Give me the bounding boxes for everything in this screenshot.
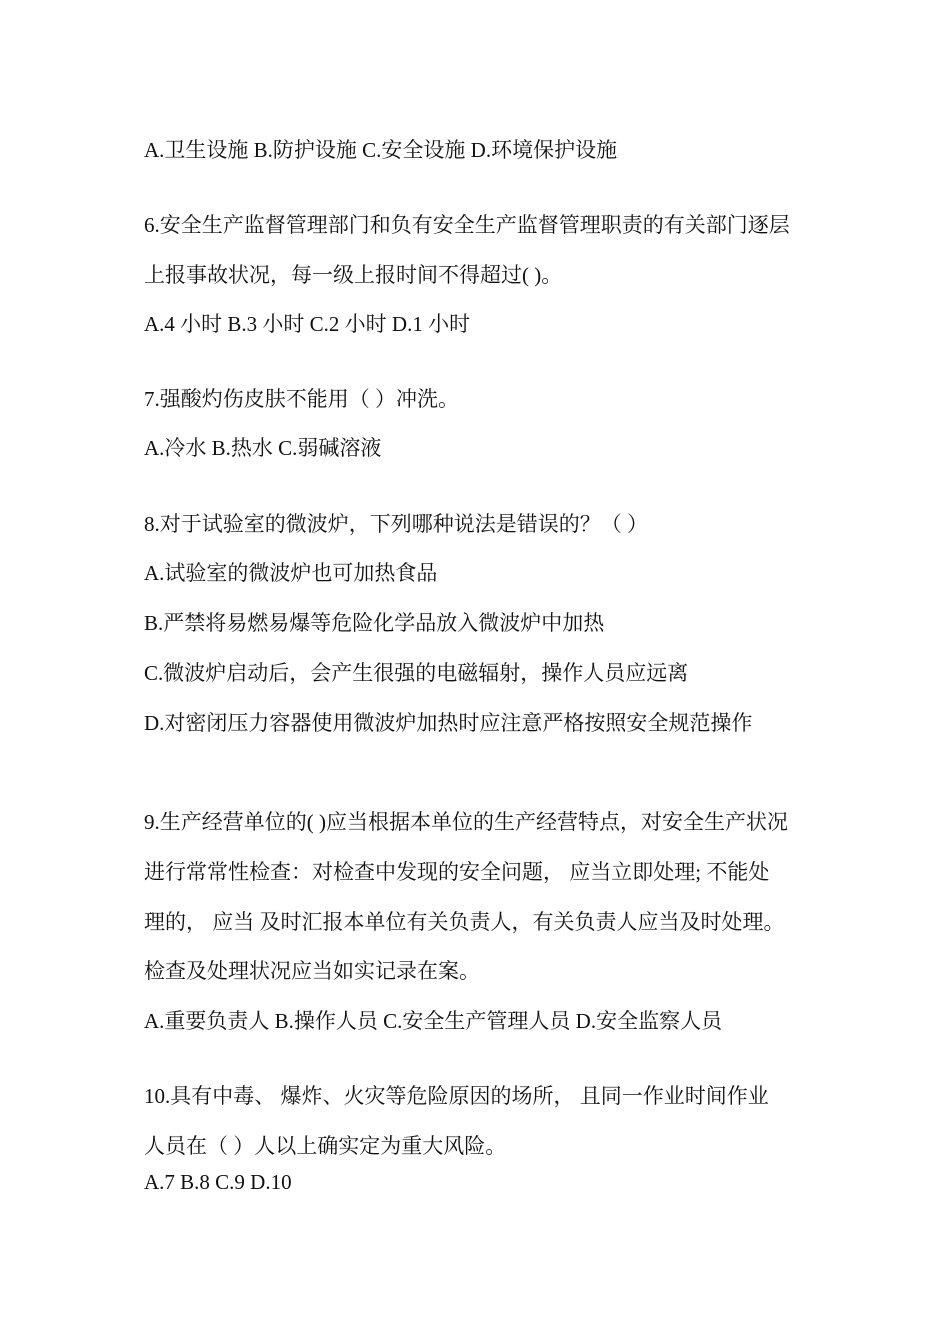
q10-stem-line-1: 10.具有中毒、 爆炸、火灾等危险原因的场所， 且同一作业时间作业 [144,1084,769,1108]
q9-stem-line-1: 9.生产经营单位的( )应当根据本单位的生产经营特点，对安全生产状况 [144,810,788,834]
q9-stem-line-3: 理的， 应当 及时汇报本单位有关负责人，有关负责人应当及时处理。 [144,910,785,934]
q8-option-a: A.试验室的微波炉也可加热食品 [144,561,438,585]
q8-option-d: D.对密闭压力容器使用微波炉加热时应注意严格按照安全规范操作 [144,711,753,735]
q9-stem-line-4: 检查及处理状况应当如实记录在案。 [144,959,480,983]
q7-stem: 7.强酸灼伤皮肤不能用（ ）冲洗。 [144,387,459,411]
q6-options: A.4 小时 B.3 小时 C.2 小时 D.1 小时 [144,312,471,336]
q6-stem-line-2: 上报事故状况，每一级上报时间不得超过( )。 [144,263,563,287]
q8-stem: 8.对于试验室的微波炉，下列哪种说法是错误的？（ ） [144,512,648,536]
q9-options: A.重要负责人 B.操作人员 C.安全生产管理人员 D.安全监察人员 [144,1009,723,1033]
q7-options: A.冷水 B.热水 C.弱碱溶液 [144,436,382,460]
q8-option-c: C.微波炉启动后，会产生很强的电磁辐射，操作人员应远离 [144,661,689,685]
q9-stem-line-2: 进行常常性检查：对检查中发现的安全问题， 应当立即处理; 不能处 [144,860,770,884]
q10-stem-line-2: 人员在（ ）人以上确实定为重大风险。 [144,1134,507,1158]
q8-option-b: B.严禁将易燃易爆等危险化学品放入微波炉中加热 [144,611,605,635]
q10-options: A.7 B.8 C.9 D.10 [144,1170,292,1194]
q5-options: A.卫生设施 B.防护设施 C.安全设施 D.环境保护设施 [144,138,618,162]
q6-stem-line-1: 6.安全生产监督管理部门和负有安全生产监督管理职责的有关部门逐层 [144,213,790,237]
